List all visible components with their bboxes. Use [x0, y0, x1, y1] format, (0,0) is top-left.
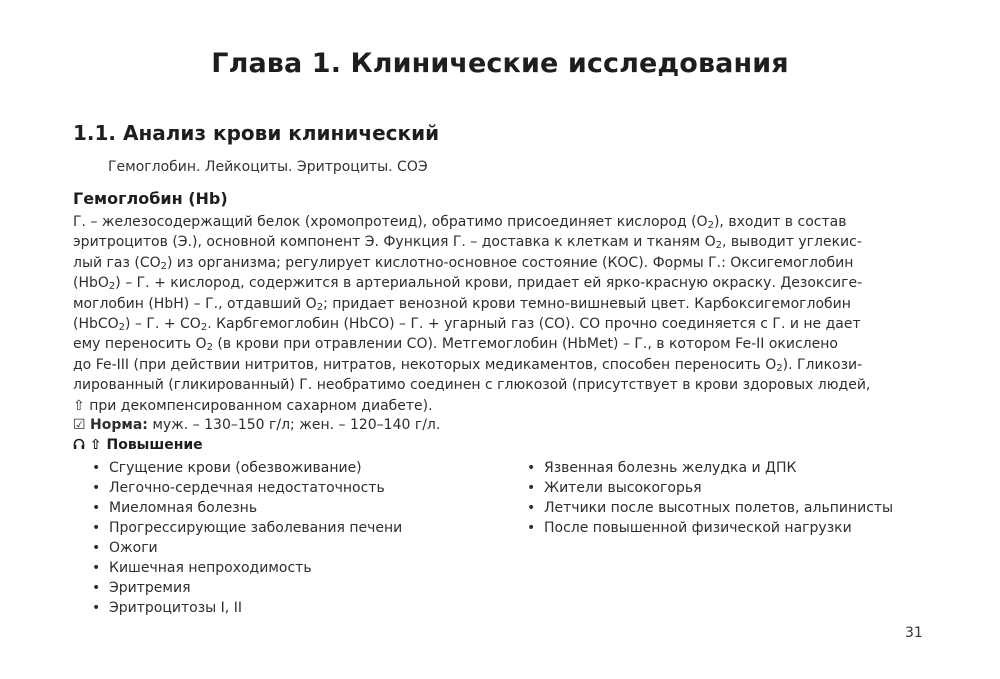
text-line: ему переносить $O_2$ (в крови при отравлении CO). Метгемоглобин (HbMet) – Г., в котором Fe-II окислено: [73, 336, 838, 354]
list-item: • Прогрессирующие заболевания печени: [92, 520, 403, 536]
increase-causes-right: [527, 458, 893, 538]
increase-causes-left: [92, 458, 402, 618]
text-line: Г. – железосодержащий белок (хромопротеид), обратимо присоединяет кислород $(O_2)$, входит в состав: [73, 214, 847, 231]
text-line: ⇧ при декомпенсированном сахарном диабете).: [73, 397, 433, 414]
list-item: • Кишечная непроходимость: [92, 560, 312, 576]
bullet-icon: •: [92, 480, 101, 496]
headphones-icon: [73, 438, 85, 450]
page-number: 31: [905, 625, 923, 641]
list-item: • Легочно-сердечная недостаточность: [92, 480, 385, 496]
text-line: (HbO$_2$) – Г. + кислород, содержится в артериальной крови, придает ей ярко-красную окраску. Дезоксиге-: [73, 275, 863, 293]
checkbox-icon: ☑: [73, 417, 86, 433]
list-item: • Язвенная болезнь желудка и ДПК: [527, 460, 797, 476]
bullet-icon: •: [92, 560, 101, 576]
list-item: • Ожоги: [92, 540, 158, 556]
bullet-icon: •: [92, 520, 101, 536]
list-item: • Сгущение крови (обезвоживание): [92, 460, 362, 476]
bullet-icon: •: [92, 500, 101, 516]
text-line: эритроцитов (Э.), основной компонент Э. Функция Г. – доставка к клеткам и тканям $O_2$, выводит углекис-: [73, 234, 862, 252]
text-line: моглобин (HbH) – Г., отдавший $O_2$; придает венозной крови темно-вишневый цвет. Карбоксигемоглобин: [73, 295, 851, 313]
increase-label: Повышение: [106, 437, 203, 453]
section-subtitle: Гемоглобин. Лейкоциты. Эритроциты. СОЭ: [108, 159, 428, 175]
bullet-icon: •: [527, 500, 536, 516]
subsection-title: Гемоглобин (Hb): [73, 189, 228, 208]
norm-values: муж. – 130–150 г/л; жен. – 120–140 г/л.: [152, 417, 441, 433]
bullet-icon: •: [527, 520, 536, 536]
text-line: лированный (гликированный) Г. необратимо соединен с глюкозой (присутствует в крови здоровых людей,: [73, 377, 871, 394]
bullet-icon: •: [527, 460, 536, 476]
up-arrow-icon: ⇧: [73, 397, 85, 414]
list-item: • Эритремия: [92, 580, 191, 596]
bullet-icon: •: [92, 460, 101, 476]
increase-heading: [73, 437, 203, 453]
list-item: • Летчики после высотных полетов, альпинисты: [527, 500, 894, 516]
bullet-icon: •: [92, 540, 101, 556]
section-title: 1.1. Анализ крови клинический: [73, 121, 440, 145]
list-item: • Миеломная болезнь: [92, 500, 258, 516]
bullet-icon: •: [92, 600, 101, 616]
list-item: • Жители высокогорья: [527, 480, 702, 496]
list-item: • Эритроцитозы I, II: [92, 600, 242, 616]
norm-label: Норма:: [90, 417, 148, 433]
bullet-icon: •: [92, 580, 101, 596]
text-line: до Fe-III (при действии нитритов, нитратов, некоторых медикаментов, способен переносить $O_2$). Гликози-: [73, 356, 863, 374]
bullet-icon: •: [527, 480, 536, 496]
up-arrow-icon: ⇧: [89, 437, 102, 453]
hemoglobin-description: [73, 212, 935, 416]
chapter-title: Глава 1. Клинические исследования: [211, 48, 789, 79]
list-item: • После повышенной физической нагрузки: [527, 520, 852, 536]
norm-line: [73, 417, 440, 433]
text-line: лый газ $(CO_2)$ из организма; регулирует кислотно-основное состояние (КОС). Формы Г.: Оксигемоглобин: [73, 254, 854, 272]
text-line: (HbCO$_2$) – Г. + $CO_2$. Карбгемоглобин (HbCO) – Г. + угарный газ (CO). CO прочно соединяется с Г. и не дает: [73, 315, 861, 333]
